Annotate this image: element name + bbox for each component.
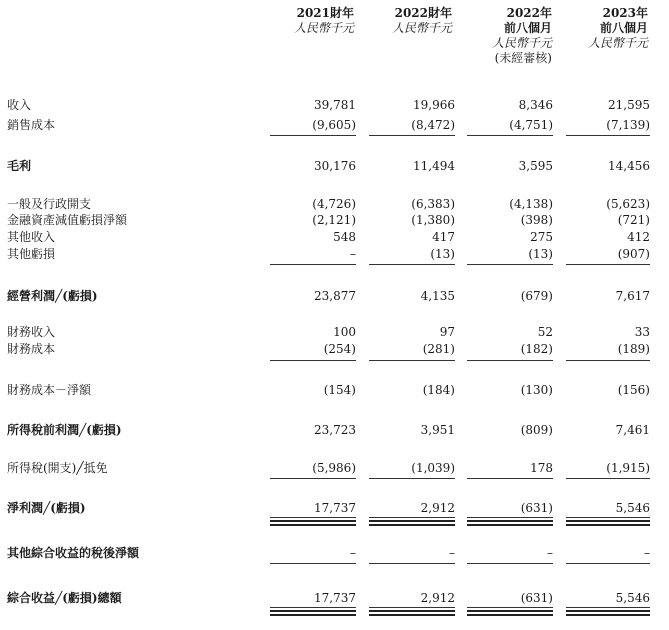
value-8m2023: –	[644, 546, 650, 560]
row-label: 其他綜合收益的稅後淨額	[7, 546, 140, 560]
value-8m2023: 412	[627, 230, 650, 244]
value-fy2022: 19,966	[413, 98, 455, 112]
value-fy2022: 97	[439, 325, 455, 339]
row-label: 所得稅前利潤╱(虧損)	[7, 423, 122, 437]
value-fy2022: 2,912	[420, 501, 455, 515]
value-8m2023: 14,456	[608, 159, 650, 173]
value-fy2022: 4,135	[420, 289, 455, 303]
row-finance-costs	[0, 341, 669, 357]
value-8m2023: 5,546	[615, 501, 650, 515]
total-double-rule	[270, 524, 356, 528]
value-fy2022: (13)	[430, 247, 455, 261]
row-finance-income	[0, 324, 669, 340]
value-fy2021: 548	[333, 230, 356, 244]
row-other-losses	[0, 246, 669, 262]
value-fy2022: –	[449, 546, 455, 560]
subtotal-rule	[467, 478, 553, 479]
row-gross-profit	[0, 158, 669, 174]
value-8m2022: 275	[530, 230, 553, 244]
header-8m2022	[458, 6, 552, 66]
row-label: 淨利潤╱(虧損)	[7, 501, 86, 515]
row-net-profit	[0, 500, 669, 516]
row-finance-costs-net	[0, 382, 669, 398]
value-fy2021: (9,605)	[312, 118, 356, 132]
header-period: 前八個月	[503, 21, 552, 35]
subtotal-rule	[369, 135, 455, 136]
row-impairment-losses	[0, 212, 669, 228]
header-period: 2021財年	[296, 6, 354, 20]
value-fy2022: (1,380)	[411, 213, 455, 227]
value-8m2022: (130)	[520, 383, 553, 397]
header-fy2022	[356, 6, 452, 36]
row-label: 銷售成本	[7, 118, 56, 132]
subtotal-rule	[467, 264, 553, 265]
row-revenue	[0, 97, 669, 113]
subtotal-rule	[369, 264, 455, 265]
row-label: 收入	[7, 98, 32, 112]
value-8m2022: (631)	[520, 591, 553, 605]
value-fy2021: (154)	[323, 383, 356, 397]
value-8m2023: (5,623)	[606, 197, 650, 211]
subtotal-rule	[566, 478, 650, 479]
subtotal-rule	[270, 478, 356, 479]
value-fy2021: 100	[333, 325, 356, 339]
value-8m2022: –	[547, 546, 553, 560]
value-fy2021: (4,726)	[312, 197, 356, 211]
value-fy2021: 39,781	[314, 98, 356, 112]
value-8m2023: 33	[634, 325, 650, 339]
value-8m2023: (156)	[617, 383, 650, 397]
subtotal-rule	[270, 563, 356, 564]
total-rule	[270, 607, 356, 608]
row-income-tax	[0, 460, 669, 476]
value-8m2023: (1,915)	[606, 461, 650, 475]
subtotal-rule	[467, 360, 553, 361]
value-fy2021: –	[350, 247, 356, 261]
total-double-rule	[566, 614, 650, 618]
value-8m2022: (4,138)	[509, 197, 553, 211]
value-fy2021: (254)	[323, 342, 356, 356]
total-double-rule	[369, 524, 455, 528]
value-fy2021: 23,723	[314, 423, 356, 437]
header-period: 前八個月	[599, 21, 648, 35]
total-rule	[270, 517, 356, 518]
row-label: 財務成本	[7, 342, 56, 356]
subtotal-rule	[566, 360, 650, 361]
value-8m2022: (182)	[520, 342, 553, 356]
value-8m2022: (809)	[520, 423, 553, 437]
value-fy2022: 3,951	[420, 423, 455, 437]
row-profit-before-tax	[0, 422, 669, 438]
subtotal-rule	[566, 563, 650, 564]
total-rule	[467, 607, 553, 608]
header-unaudited-note: (未經審核)	[494, 51, 552, 65]
header-period: 2022財年	[394, 6, 452, 20]
value-fy2022: 2,912	[420, 591, 455, 605]
value-8m2022: (4,751)	[509, 118, 553, 132]
total-double-rule	[369, 614, 455, 618]
total-double-rule	[566, 524, 650, 528]
row-other-comprehensive-income	[0, 545, 669, 561]
value-8m2023: (721)	[617, 213, 650, 227]
value-fy2021: (5,986)	[312, 461, 356, 475]
value-8m2022: (398)	[520, 213, 553, 227]
total-rule	[369, 517, 455, 518]
subtotal-rule	[467, 135, 553, 136]
row-other-income	[0, 229, 669, 245]
value-fy2022: (281)	[422, 342, 455, 356]
subtotal-rule	[566, 135, 650, 136]
total-rule	[566, 607, 650, 608]
row-label: 財務成本－淨額	[7, 383, 92, 397]
value-8m2023: 7,617	[615, 289, 650, 303]
value-fy2021: –	[350, 546, 356, 560]
value-8m2023: 7,461	[615, 423, 650, 437]
value-8m2023: (7,139)	[606, 118, 650, 132]
subtotal-rule	[369, 478, 455, 479]
value-fy2021: 23,877	[314, 289, 356, 303]
value-8m2022: 3,595	[518, 159, 553, 173]
row-label: 金融資產減值虧損淨額	[7, 213, 128, 227]
value-8m2022: (13)	[528, 247, 553, 261]
value-8m2022: (631)	[520, 501, 553, 515]
row-label: 所得稅(開支)╱抵免	[7, 461, 108, 475]
value-8m2022: 178	[530, 461, 553, 475]
value-8m2023: 21,595	[608, 98, 650, 112]
value-fy2021: 17,737	[314, 501, 356, 515]
total-double-rule	[270, 614, 356, 618]
value-8m2022: 8,346	[518, 98, 553, 112]
subtotal-rule	[369, 563, 455, 564]
header-unit: 人民幣千元	[491, 36, 552, 50]
row-label: 其他收入	[7, 230, 56, 244]
row-cost-of-sales	[0, 117, 669, 133]
total-double-rule	[467, 524, 553, 528]
value-fy2022: (1,039)	[411, 461, 455, 475]
total-rule	[467, 517, 553, 518]
subtotal-rule	[270, 360, 356, 361]
value-fy2022: 417	[432, 230, 455, 244]
value-fy2022: (184)	[422, 383, 455, 397]
row-label: 財務收入	[7, 325, 56, 339]
value-fy2021: 30,176	[314, 159, 356, 173]
total-rule	[566, 517, 650, 518]
subtotal-rule	[566, 264, 650, 265]
row-total-comprehensive-income	[0, 590, 669, 606]
row-label: 其他虧損	[7, 247, 56, 261]
subtotal-rule	[270, 264, 356, 265]
value-8m2022: (679)	[520, 289, 553, 303]
header-year: 2022年	[506, 6, 552, 20]
value-fy2021: (2,121)	[312, 213, 356, 227]
value-fy2022: (8,472)	[411, 118, 455, 132]
header-unit: 人民幣千元	[391, 21, 452, 35]
row-operating-profit	[0, 288, 669, 304]
row-admin-expenses	[0, 196, 669, 212]
header-unit: 人民幣千元	[587, 36, 648, 50]
header-fy2021	[262, 6, 354, 36]
header-8m2023	[556, 6, 648, 51]
value-fy2022: 11,494	[413, 159, 455, 173]
total-rule	[369, 607, 455, 608]
value-8m2023: 5,546	[615, 591, 650, 605]
row-label: 毛利	[7, 159, 32, 173]
header-unit: 人民幣千元	[293, 21, 354, 35]
value-8m2023: (189)	[617, 342, 650, 356]
subtotal-rule	[270, 135, 356, 136]
header-year: 2023年	[602, 6, 648, 20]
value-8m2022: 52	[537, 325, 553, 339]
subtotal-rule	[467, 563, 553, 564]
row-label: 經營利潤╱(虧損)	[7, 289, 98, 303]
subtotal-rule	[369, 360, 455, 361]
row-label: 綜合收益╱(虧損)總額	[7, 591, 122, 605]
total-double-rule	[467, 614, 553, 618]
row-label: 一般及行政開支	[7, 197, 92, 211]
value-8m2023: (907)	[617, 247, 650, 261]
value-fy2021: 17,737	[314, 591, 356, 605]
value-fy2022: (6,383)	[411, 197, 455, 211]
